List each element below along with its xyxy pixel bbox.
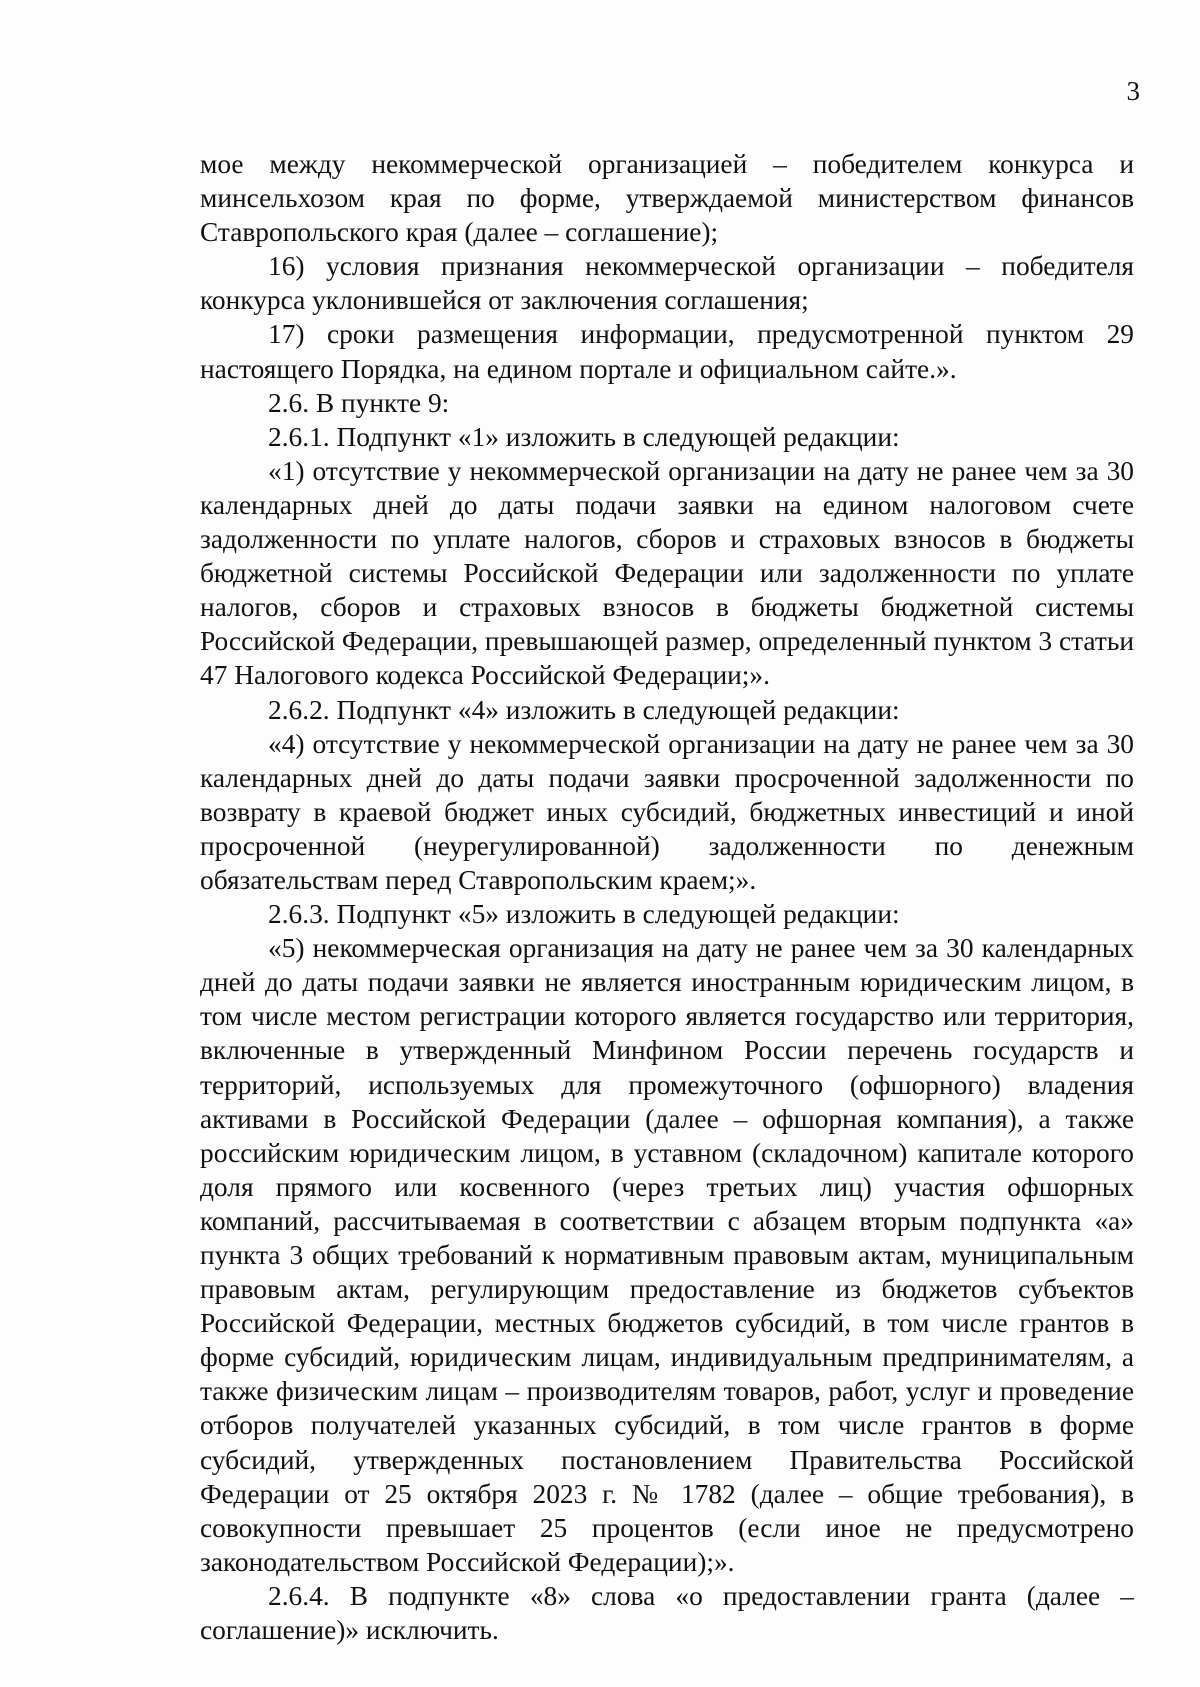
paragraph-subitem-1: «1) отсутствие у некоммерческой организации на дату не ранее чем за 30 календарных дней до даты подачи заявки на едином налоговом счете задолженности по уплате налогов, сборов и страховых взносов в бюджеты бюджетной системы Российской Федерации или задолженности по уплате налогов, сборов и страховых взносов в бюджеты бюджетной системы Российской Федерации, превышающей размер, определенный пунктом 3 статьи 47 Налогового кодекса Российской Федерации;». <box>200 455 1134 691</box>
paragraph-continuation: мое между некоммерческой организацией – победителем конкурса и минсельхозом края по форме, утверждаемой министерством финансов Ставропольского края (далее – соглашение); <box>200 149 1134 248</box>
paragraph-2-6: 2.6. В пункте 9: <box>268 387 450 418</box>
paragraph-2-6-3: 2.6.3. Подпункт «5» изложить в следующей редакции: <box>268 899 900 930</box>
paragraph-subitem-4: «4) отсутствие у некоммерческой организации на дату не ранее чем за 30 календарных дней до даты подачи заявки просроченной задолженности по возврату в краевой бюджет иных субсидий, бюджетных инвестиций и иной просроченной (неурегулированной) задолженности по денежным обязательствам перед Ставропольским краем;». <box>200 728 1134 895</box>
paragraph-item-17: 17) сроки размещения информации, предусмотренной пунктом 29 настоящего Порядка, на едином портале и официальном сайте.». <box>200 319 1134 384</box>
paragraph-item-16: 16) условия признания некоммерческой организации – победителя конкурса уклонившейся от заключения соглашения; <box>200 251 1134 316</box>
document-body <box>200 147 1134 1647</box>
paragraph-2-6-4: 2.6.4. В подпункте «8» слова «о предоставлении гранта (далее – соглашение)» исключить. <box>200 1580 1134 1646</box>
paragraph-subitem-5: «5) некоммерческая организация на дату не ранее чем за 30 календарных дней до даты подачи заявки не является иностранным юридическим лицом, в том числе местом регистрации которого является государство или территория, включенные в утвержденный Минфином России перечень государств и территорий, используемых для промежуточного (офшорного) владения активами в Российской Федерации (далее – офшорная компания), а также российским юридическим лицом, в уставном (складочном) капитале которого доля прямого или косвенного (через третьих лиц) участия офшорных компаний, рассчитываемая в соответствии с абзацем вторым подпункта «а» пункта 3 общих требований к нормативным правовым актам, муниципальным правовым актам, регулирующим предоставление из бюджетов субъектов Российской Федерации, местных бюджетов субсидий, в том числе грантов в форме субсидий, юридическим лицам, индивидуальным предпринимателям, а также физическим лицам – производителям товаров, работ, услуг и проведение отборов получателей указанных субсидий, в том числе грантов в форме субсидий, утвержденных постановлением Правительства Российской Федерации от 25 октября 2023 г. № 1782 (далее – общие требования), в совокупности превышает 25 процентов (если иное не предусмотрено законодательством Российской Федерации);». <box>200 933 1134 1577</box>
paragraph-2-6-1: 2.6.1. Подпункт «1» изложить в следующей редакции: <box>268 421 900 452</box>
paragraph-2-6-2: 2.6.2. Подпункт «4» изложить в следующей редакции: <box>268 694 900 725</box>
page-number: 3 <box>1126 76 1140 106</box>
